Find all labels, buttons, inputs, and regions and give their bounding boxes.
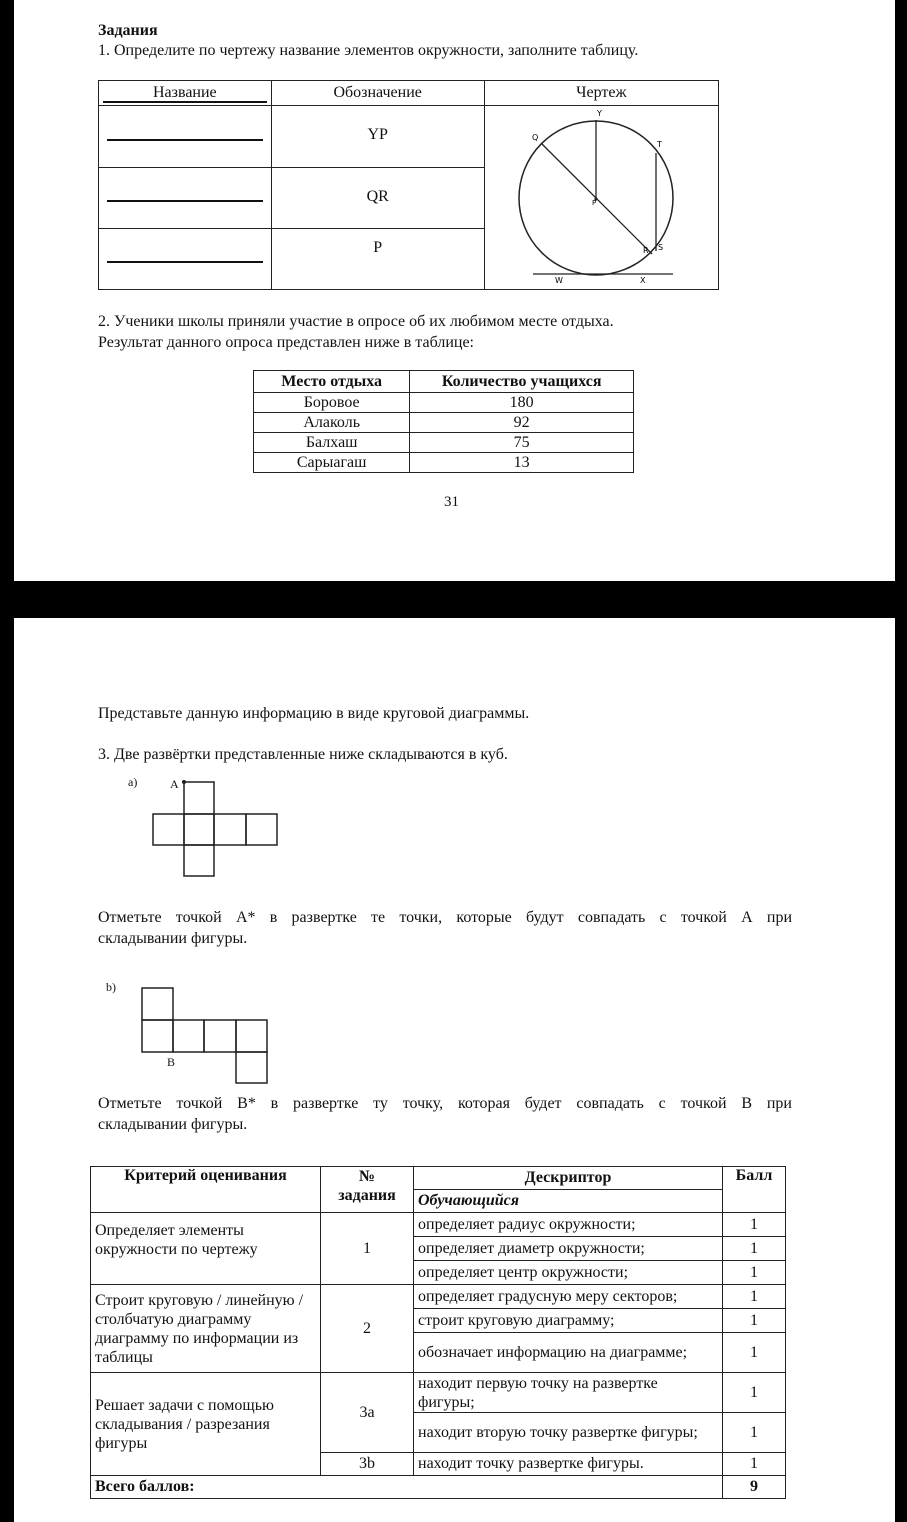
place-cell: Сарыагаш [254, 453, 410, 473]
point-a-marker [182, 780, 186, 784]
net-b-square [142, 988, 173, 1020]
survey-table [253, 370, 634, 473]
rubric-table [90, 1166, 786, 1499]
criterion-cell: Решает задачи с помощью складывания / разрезания фигуры [91, 1373, 321, 1476]
place-cell: Боровое [254, 393, 410, 413]
score-cell: 1 [723, 1309, 786, 1333]
label-y: Y [596, 108, 602, 118]
descriptor-cell: строит круговую диаграмму; [414, 1309, 723, 1333]
net-b-label: b) [106, 980, 116, 994]
descriptor-cell: определяет центр окружности; [414, 1261, 723, 1285]
instruction-a-line1: Отметьте точкой А* в развертке те точки, которые будут совпадать с точкой А при [98, 909, 792, 926]
circle-drawing-cell [484, 106, 718, 290]
page-heading: Задания [98, 22, 158, 39]
descriptor-cell: обозначает информацию на диаграмме; [414, 1333, 723, 1373]
symbol-cell: P [271, 229, 484, 290]
descriptor-cell: находит первую точку на развертке фигуры; [414, 1373, 723, 1413]
label-x: X [639, 275, 646, 285]
instruction-a-line2: складывании фигуры. [98, 930, 248, 947]
header-task-number: № задания [321, 1167, 414, 1213]
score-cell: 1 [723, 1333, 786, 1373]
descriptor-cell: находит вторую точку развертке фигуры; [414, 1413, 723, 1453]
header-symbol: Обозначение [271, 81, 484, 106]
count-cell: 13 [410, 453, 634, 473]
net-b-square [236, 1020, 267, 1052]
name-answer-field[interactable] [99, 106, 272, 168]
place-cell: Алаколь [254, 413, 410, 433]
count-cell: 75 [410, 433, 634, 453]
page-1 [14, 0, 895, 581]
point-a-label: A [170, 777, 179, 791]
page-2 [14, 618, 895, 1522]
header-criterion: Критерий оценивания [91, 1167, 321, 1213]
descriptor-cell: находит точку развертке фигуры. [414, 1453, 723, 1476]
net-b-square [204, 1020, 236, 1052]
score-cell: 1 [723, 1413, 786, 1453]
label-q: Q [531, 132, 538, 142]
count-cell: 92 [410, 413, 634, 433]
net-a-square [214, 814, 246, 845]
header-descriptor: Дескриптор [414, 1167, 723, 1190]
net-b-square [142, 1020, 173, 1052]
descriptor-cell: определяет градусную меру секторов; [414, 1285, 723, 1309]
net-a-square [246, 814, 277, 845]
symbol-cell: YP [271, 106, 484, 168]
circle-elements-table [98, 80, 719, 290]
net-a-square [184, 782, 214, 814]
task2-text-line2: Результат данного опроса представлен ниже в таблице: [98, 334, 474, 351]
header-drawing: Чертеж [484, 81, 718, 106]
score-cell: 1 [723, 1453, 786, 1476]
task-number-cell: 1 [321, 1213, 414, 1285]
score-cell: 1 [723, 1373, 786, 1413]
task-number-cell: 3a [321, 1373, 414, 1453]
score-cell: 1 [723, 1213, 786, 1237]
label-s: S [657, 242, 663, 252]
total-value: 9 [723, 1476, 786, 1499]
criterion-cell: Строит круговую / линейную / столбчатую диаграмму диаграмму по информации из таблицы [91, 1285, 321, 1373]
total-label: Всего баллов: [91, 1476, 723, 1499]
score-cell: 1 [723, 1285, 786, 1309]
net-a-square [184, 814, 214, 845]
symbol-cell: QR [271, 168, 484, 229]
instruction-b-line1: Отметьте точкой В* в развертке ту точку, которая будет совпадать с точкой В при [98, 1095, 792, 1112]
cube-net-b [138, 984, 272, 1086]
net-b-square [236, 1052, 267, 1083]
task3-text: 3. Две развёртки представленные ниже складываются в куб. [98, 746, 508, 763]
descriptor-cell: определяет радиус окружности; [414, 1213, 723, 1237]
label-p: P [591, 198, 596, 207]
label-r: R [642, 245, 649, 255]
header-score: Балл [723, 1167, 786, 1213]
header-count: Количество учащихся [410, 371, 634, 393]
header-student: Обучающийся [414, 1190, 723, 1213]
count-cell: 180 [410, 393, 634, 413]
net-b-square [173, 1020, 204, 1052]
instruction-b-line2: складывании фигуры. [98, 1116, 248, 1133]
task-number-cell: 2 [321, 1285, 414, 1373]
cube-net-a [150, 778, 282, 880]
net-a-square [184, 845, 214, 876]
name-answer-field[interactable] [99, 168, 272, 229]
pie-chart-instruction: Представьте данную информацию в виде круговой диаграммы. [98, 705, 530, 722]
net-a-label: a) [128, 775, 138, 789]
name-answer-field[interactable] [99, 229, 272, 290]
task2-text-line1: 2. Ученики школы приняли участие в опросе об их любимом месте отдыха. [98, 313, 614, 330]
score-cell: 1 [723, 1261, 786, 1285]
point-b-label: B [167, 1055, 176, 1069]
label-w: W [554, 275, 563, 285]
place-cell: Балхаш [254, 433, 410, 453]
label-t: T [656, 139, 662, 149]
task-number-cell: 3b [321, 1453, 414, 1476]
descriptor-cell: определяет диаметр окружности; [414, 1237, 723, 1261]
page-number: 31 [444, 494, 459, 510]
task1-text: 1. Определите по чертежу название элементов окружности, заполните таблицу. [98, 42, 639, 59]
net-a-square [153, 814, 184, 845]
header-place: Место отдыха [254, 371, 410, 393]
criterion-cell: Определяет элементы окружности по чертежу [91, 1213, 321, 1285]
header-name: Название [99, 81, 272, 106]
circle-drawing [485, 107, 716, 289]
score-cell: 1 [723, 1237, 786, 1261]
